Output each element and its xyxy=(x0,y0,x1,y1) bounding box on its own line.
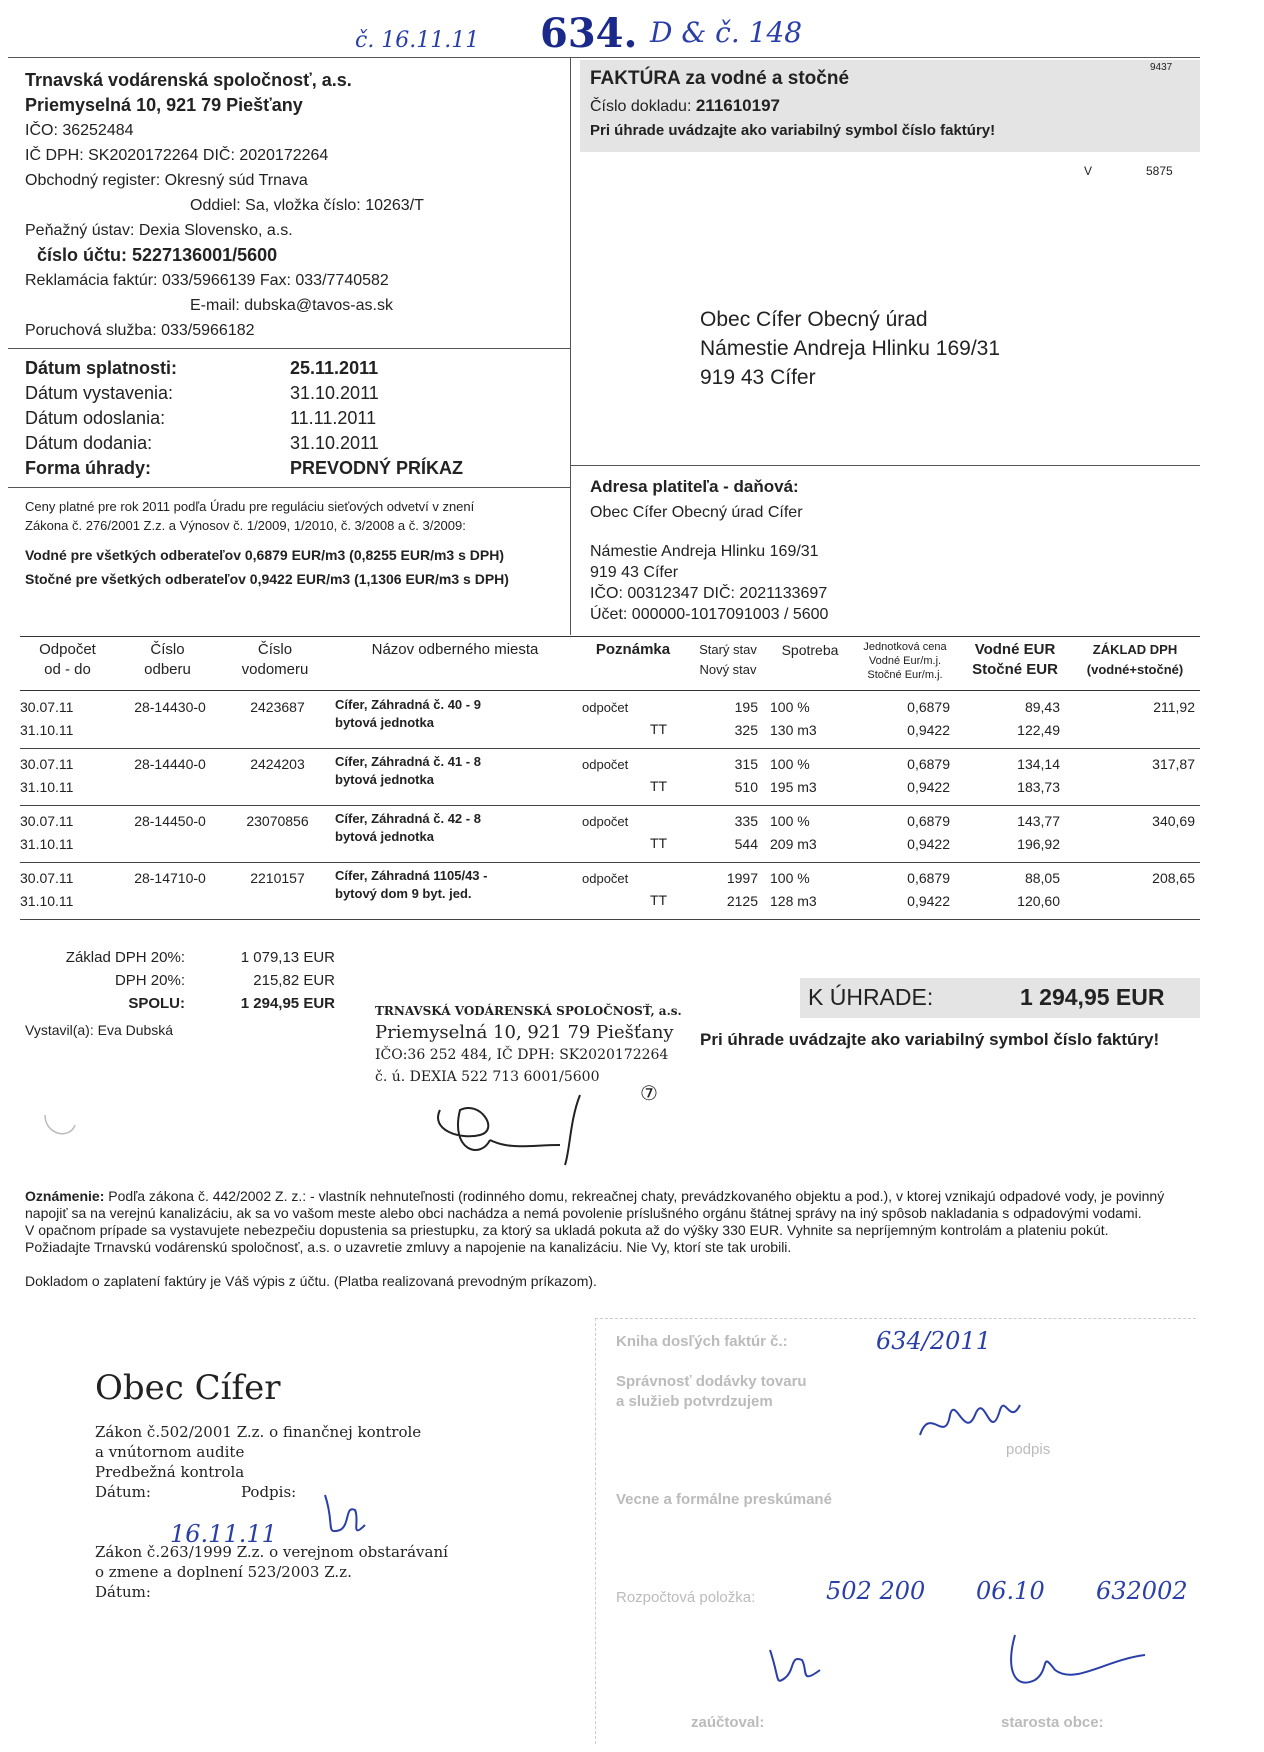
cell-vodomer: 2423687 xyxy=(250,699,305,715)
table-cell xyxy=(960,753,1060,799)
cell-p2: 0,9422 xyxy=(907,722,950,738)
recipient-divider xyxy=(570,465,1200,466)
cell-v: 143,77 xyxy=(1017,813,1060,829)
th-eur: Vodné EUR Stočné EUR xyxy=(972,641,1058,678)
payer-line3: 919 43 Cífer xyxy=(590,564,679,581)
table-cell xyxy=(20,867,115,913)
th-vodomer: Číslo vodomeru xyxy=(241,641,309,678)
table-cell xyxy=(688,867,758,913)
cell-s: 183,73 xyxy=(1017,779,1060,795)
cell-m3: 195 m3 xyxy=(770,779,817,795)
total-sum: 1 294,95 EUR xyxy=(240,995,335,1012)
th-cena xyxy=(850,640,960,682)
cell-z: 208,65 xyxy=(1152,870,1195,886)
table-cell xyxy=(1070,867,1195,890)
bl-line2: a vnútornom audite xyxy=(95,1443,245,1461)
center-divider xyxy=(570,57,571,635)
stamp-line4: č. ú. DEXIA 522 713 6001/5600 xyxy=(375,1069,600,1085)
supplier-complaints: Reklamácia faktúr: 033/5966139 Fax: 033/7740582 xyxy=(25,272,389,289)
table-header-border xyxy=(20,690,1200,691)
handwritten-dost: D & č. 148 xyxy=(650,16,803,49)
cell-old: 1997 xyxy=(726,870,758,886)
top-border xyxy=(8,57,1200,58)
invoice-code1: 9437 xyxy=(1150,62,1173,73)
pay-box xyxy=(800,978,1200,1018)
br-line3: a služieb potvrdzujem xyxy=(616,1393,773,1410)
bl-line7: o zmene a doplnení 523/2003 Z.z. xyxy=(95,1563,352,1581)
cell-v: 134,14 xyxy=(1017,756,1060,772)
table-cell xyxy=(688,753,758,799)
date-label: Dátum splatnosti: xyxy=(25,358,178,378)
notice-label: Oznámenie: xyxy=(25,1188,105,1204)
total-dph-label: DPH 20%: xyxy=(114,972,185,989)
supplier-address: Priemyselná 10, 921 79 Piešťany xyxy=(25,95,303,115)
table-cell xyxy=(115,867,225,890)
invoice-code2: V xyxy=(1084,164,1093,178)
date-row xyxy=(25,356,565,381)
bl-line6: Zákon č.263/1999 Z.z. o verejnom obstarávaní xyxy=(95,1543,448,1561)
br-line2: Správnosť dodávky tovaru xyxy=(616,1373,807,1390)
issued-by: Vystavil(a): Eva Dubská xyxy=(25,1022,174,1038)
date-value: 25.11.2011 xyxy=(290,358,379,378)
signature-stamp xyxy=(420,1090,620,1170)
recipient-line3: 919 43 Cífer xyxy=(700,366,816,389)
cell-to: 31.10.11 xyxy=(20,836,74,852)
date-value: 31.10.2011 xyxy=(290,433,379,453)
table-cell xyxy=(225,867,330,890)
cell-odber: 28-14710-0 xyxy=(134,870,206,886)
date-label: Dátum vystavenia: xyxy=(25,383,174,403)
supplier-dph: IČ DPH: SK2020172264 DIČ: 2020172264 xyxy=(25,147,329,164)
payer-line1: Obec Cífer Obecný úrad Cífer xyxy=(590,504,803,521)
table-cell xyxy=(850,867,950,913)
cell-to: 31.10.11 xyxy=(20,722,74,738)
bl-line8: Dátum: xyxy=(95,1583,151,1601)
date-value: 31.10.2011 xyxy=(290,383,379,403)
cell-from: 30.07.11 xyxy=(20,813,74,829)
cell-z: 340,69 xyxy=(1152,813,1195,829)
table-cell xyxy=(770,867,848,913)
bl-signature xyxy=(315,1485,375,1545)
table-cell xyxy=(582,867,662,890)
recipient-block xyxy=(700,305,1000,392)
date-value: 11.11.2011 xyxy=(290,408,377,428)
table-cell xyxy=(582,696,662,719)
cell-pct: 100 % xyxy=(770,699,810,715)
notice-block xyxy=(25,1188,1175,1290)
br-hw4: 632002 xyxy=(1096,1577,1188,1605)
cell-pct: 100 % xyxy=(770,756,810,772)
table-cell xyxy=(770,810,848,856)
payer-line4: IČO: 00312347 DIČ: 2021133697 xyxy=(590,585,828,602)
cell-new: 325 xyxy=(734,722,758,738)
table-cell xyxy=(335,753,580,789)
handwritten-reference: č. 16.11.11 xyxy=(355,28,480,53)
br-hw3: 06.10 xyxy=(976,1577,1045,1605)
date-label: Forma úhrady: xyxy=(25,458,152,478)
table-cell xyxy=(335,696,580,732)
scan-mark xyxy=(40,1110,80,1140)
bl-line4: Dátum: xyxy=(95,1483,151,1501)
stamp-line1: TRNAVSKÁ VODÁRENSKÁ SPOLOČNOSŤ, a.s. xyxy=(375,1004,682,1018)
stamp-line3: IČO:36 252 484, IČ DPH: SK2020172264 xyxy=(375,1047,669,1063)
dates-divider xyxy=(8,487,570,488)
cell-v: 88,05 xyxy=(1024,870,1060,886)
th-period: Odpočet od - do xyxy=(39,641,96,678)
invoice-code3: 5875 xyxy=(1146,164,1173,178)
table-body xyxy=(20,692,1200,920)
cell-pozn: odpočet xyxy=(582,814,629,829)
table-cell xyxy=(225,753,330,776)
cell-to: 31.10.11 xyxy=(20,893,74,909)
cell-miesto2: bytová jednotka xyxy=(335,772,434,787)
table-row xyxy=(20,692,1200,749)
th-spotreba: Spotreba xyxy=(781,642,839,658)
th-cena1: Jednotková cena xyxy=(863,641,947,653)
total-dph: 215,82 EUR xyxy=(253,972,335,989)
th-cena3: Stočné Eur/m.j. xyxy=(867,669,943,681)
bl-line1: Zákon č.502/2001 Z.z. o finančnej kontrole xyxy=(95,1423,422,1441)
table-cell xyxy=(115,753,225,776)
th-miesto: Názov odberného miesta xyxy=(371,641,539,658)
th-stav: Starý stav Nový stav xyxy=(699,642,757,677)
stamp-line5: ⑦ xyxy=(640,1081,658,1105)
cell-tt: TT xyxy=(650,721,668,737)
bl-line3: Predbežná kontrola xyxy=(95,1463,245,1481)
table-cell xyxy=(1070,810,1195,833)
cell-s: 122,49 xyxy=(1017,722,1060,738)
prices-text2: Zákona č. 276/2001 Z.z. a Výnosov č. 1/2009, 1/2010, č. 3/2008 a č. 3/2009: xyxy=(25,518,466,533)
table-row xyxy=(20,749,1200,806)
date-row xyxy=(25,431,565,456)
table-cell xyxy=(770,696,848,742)
cell-s: 120,60 xyxy=(1017,893,1060,909)
notice-text xyxy=(25,1188,1175,1222)
table-cell xyxy=(960,696,1060,742)
prices-water: Vodné pre všetkých odberateľov 0,6879 EUR/m3 (0,8255 EUR/m3 s DPH) xyxy=(25,547,504,563)
pay-note: Pri úhrade uvádzajte ako variabilný symbol číslo faktúry! xyxy=(700,1030,1160,1049)
invoice-number: 211610197 xyxy=(695,96,780,115)
cell-odber: 28-14430-0 xyxy=(134,699,206,715)
invoice-number-label: Číslo dokladu: xyxy=(590,98,692,115)
date-row xyxy=(25,381,565,406)
bl-title: Obec Cífer xyxy=(95,1368,281,1408)
cell-old: 315 xyxy=(734,756,758,772)
table-cell xyxy=(960,810,1060,856)
cell-pozn: odpočet xyxy=(582,700,629,715)
br-hw2: 502 200 xyxy=(826,1577,926,1605)
th-odber: Číslo odberu xyxy=(144,641,191,678)
cell-miesto2: bytová jednotka xyxy=(335,829,434,844)
pay-amount: 1 294,95 EUR xyxy=(1020,984,1165,1010)
supplier-name: Trnavská vodárenská spoločnosť, a.s. xyxy=(25,70,352,90)
recipient-line2: Námestie Andreja Hlinku 169/31 xyxy=(700,337,1001,360)
invoice-number-row xyxy=(590,96,780,116)
total-base-row xyxy=(25,946,335,969)
cell-pozn: odpočet xyxy=(582,871,629,886)
cell-m3: 128 m3 xyxy=(770,893,817,909)
total-sum-row xyxy=(25,992,335,1015)
table-cell xyxy=(960,867,1060,913)
total-base-label: Základ DPH 20%: xyxy=(65,949,185,966)
table-cell xyxy=(850,810,950,856)
table-row xyxy=(20,863,1200,920)
cell-s: 196,92 xyxy=(1017,836,1060,852)
handwritten-number: 634. xyxy=(540,10,638,57)
date-value: PREVODNÝ PRÍKAZ xyxy=(290,458,464,478)
cell-p1: 0,6879 xyxy=(907,813,950,829)
cell-tt: TT xyxy=(650,892,668,908)
cell-pct: 100 % xyxy=(770,870,810,886)
cell-p1: 0,6879 xyxy=(907,699,950,715)
supplier-email: E-mail: dubska@tavos-as.sk xyxy=(190,297,393,314)
totals-block xyxy=(25,946,335,1042)
table-cell xyxy=(582,810,662,833)
prices-sewage: Stočné pre všetkých odberateľov 0,9422 EUR/m3 (1,1306 EUR/m3 s DPH) xyxy=(25,571,509,587)
company-stamp xyxy=(375,1000,695,1105)
table-cell xyxy=(688,810,758,856)
cell-vodomer: 2424203 xyxy=(250,756,305,772)
br-line4: podpis xyxy=(1006,1441,1051,1458)
invoice-note: Pri úhrade uvádzajte ako variabilný symbol číslo faktúry! xyxy=(590,122,996,139)
cell-tt: TT xyxy=(650,778,668,794)
th-zaklad: ZÁKLAD DPH (vodné+stočné) xyxy=(1086,642,1184,677)
notice-text2: V opačnom prípade sa vystavujete nebezpečiu dopustenia sa priestupku, za ktorý sa ukladá pokuta až do výšky 330 EUR. Vyhnite sa nepríjemným kontrolám a plateniu pokút. Požiadajte Trnavskú vodárenskú spoločnosť, a.s. o uzavretie zmluvy a napojenie na kanalizáciu. Nie Vy, ktorí ste tak urobili. xyxy=(25,1222,1109,1255)
payer-block xyxy=(590,476,828,625)
cell-to: 31.10.11 xyxy=(20,779,74,795)
cell-miesto1: Cífer, Záhradná 1105/43 - xyxy=(335,868,488,883)
cell-new: 510 xyxy=(734,779,758,795)
cell-m3: 130 m3 xyxy=(770,722,817,738)
date-row xyxy=(25,406,565,431)
supplier-divider xyxy=(8,348,570,349)
cell-p1: 0,6879 xyxy=(907,870,950,886)
cell-miesto1: Cífer, Záhradná č. 40 - 9 xyxy=(335,697,481,712)
cell-odber: 28-14450-0 xyxy=(134,813,206,829)
br-line6: Rozpočtová položka: xyxy=(616,1589,756,1606)
table-cell xyxy=(20,810,115,856)
stamp-line2: Priemyselná 10, 921 79 Piešťany xyxy=(375,1022,674,1043)
supplier-ico: IČO: 36252484 xyxy=(25,122,134,139)
cell-new: 544 xyxy=(734,836,758,852)
cell-miesto2: bytová jednotka xyxy=(335,715,434,730)
cell-from: 30.07.11 xyxy=(20,699,74,715)
recipient-line1: Obec Cífer Obecný úrad xyxy=(700,308,928,331)
supplier-block xyxy=(25,68,565,343)
table-cell xyxy=(1070,696,1195,719)
pay-label: K ÚHRADE: xyxy=(808,984,934,1010)
table-header xyxy=(20,640,1200,688)
supplier-bank: Peňažný ústav: Dexia Slovensko, a.s. xyxy=(25,222,293,239)
cell-p1: 0,6879 xyxy=(907,756,950,772)
th-poznamka: Poznámka xyxy=(595,641,671,658)
cell-miesto2: bytový dom 9 byt. jed. xyxy=(335,886,472,901)
table-cell xyxy=(1070,753,1195,776)
cell-pozn: odpočet xyxy=(582,757,629,772)
table-top-border xyxy=(20,636,1200,637)
cell-new: 2125 xyxy=(726,893,758,909)
cell-from: 30.07.11 xyxy=(20,756,74,772)
br-signature2 xyxy=(760,1640,830,1690)
cell-z: 317,87 xyxy=(1152,756,1195,772)
cell-v: 89,43 xyxy=(1024,699,1060,715)
cell-old: 195 xyxy=(734,699,758,715)
table-cell xyxy=(115,810,225,833)
supplier-account: číslo účtu: 5227136001/5600 xyxy=(37,245,278,265)
total-sum-label: SPOLU: xyxy=(128,995,185,1012)
bl-date-row xyxy=(95,1482,475,1502)
table-cell xyxy=(20,753,115,799)
cell-miesto1: Cífer, Záhradná č. 42 - 8 xyxy=(335,811,481,826)
table-cell xyxy=(20,696,115,742)
table-cell xyxy=(115,696,225,719)
br-line8: starosta obce: xyxy=(1001,1714,1104,1731)
payer-line2: Námestie Andreja Hlinku 169/31 xyxy=(590,543,819,560)
total-dph-row xyxy=(25,969,335,992)
table-cell xyxy=(770,753,848,799)
table-row xyxy=(20,806,1200,863)
cell-z: 211,92 xyxy=(1153,699,1195,715)
br-signature1 xyxy=(910,1385,1030,1455)
cell-p2: 0,9422 xyxy=(907,893,950,909)
cell-pct: 100 % xyxy=(770,813,810,829)
supplier-register2: Oddiel: Sa, vložka číslo: 10263/T xyxy=(190,197,424,214)
payer-line5: Účet: 000000-1017091003 / 5600 xyxy=(590,606,829,623)
date-row xyxy=(25,456,565,481)
table-cell xyxy=(335,810,580,846)
cell-p2: 0,9422 xyxy=(907,779,950,795)
supplier-service: Poruchová služba: 033/5966182 xyxy=(25,322,255,339)
bl-handwritten-date: 16.11.11 xyxy=(170,1520,277,1548)
table-cell xyxy=(335,867,580,903)
table-cell xyxy=(688,696,758,742)
br-hw1: 634/2011 xyxy=(876,1327,991,1355)
cell-old: 335 xyxy=(734,813,758,829)
payer-heading: Adresa platiteľa - daňová: xyxy=(590,477,799,496)
table-cell xyxy=(225,810,330,833)
table-cell xyxy=(225,696,330,719)
br-line5: Vecne a formálne preskúmané xyxy=(616,1491,832,1508)
cell-vodomer: 2210157 xyxy=(250,870,305,886)
cell-m3: 209 m3 xyxy=(770,836,817,852)
date-label: Dátum dodania: xyxy=(25,433,153,453)
bl-line5: Podpis: xyxy=(240,1483,297,1501)
prices-block xyxy=(25,497,570,591)
invoice-header xyxy=(580,60,1200,152)
bottom-left-stamp xyxy=(95,1368,475,1602)
invoice-title: FAKTÚRA za vodné a stočné xyxy=(590,68,850,89)
cell-miesto1: Cífer, Záhradná č. 41 - 8 xyxy=(335,754,481,769)
br-line7: zaúčtoval: xyxy=(691,1714,765,1731)
br-line1: Kniha dosľých faktúr č.: xyxy=(616,1333,788,1350)
table-cell xyxy=(850,696,950,742)
br-signature3 xyxy=(995,1630,1155,1700)
prices-text1: Ceny platné pre rok 2011 podľa Úradu pre reguláciu sieťových odvetví v znení xyxy=(25,499,475,514)
cell-p2: 0,9422 xyxy=(907,836,950,852)
cell-vodomer: 23070856 xyxy=(246,813,309,829)
notice-body: Podľa zákona č. 442/2002 Z. z.: - vlastník nehnuteľnosti (rodinného domu, rekreačnej chaty, prevádzkovaného objektu a pod.), v ktorej vznikajú odpadové vody, je povinný napojiť sa na verejnú kanalizáciu, ak sa vo vašom meste alebo obci nachádza a nemá povolenie príslušného orgánu štátnej správy na iný spôsob nakladania s odpadovými vodami. xyxy=(25,1188,1165,1221)
supplier-register: Obchodný register: Okresný súd Trnava xyxy=(25,172,308,189)
th-cena2: Vodné Eur/m.j. xyxy=(868,655,942,667)
cell-from: 30.07.11 xyxy=(20,870,74,886)
total-base: 1 079,13 EUR xyxy=(240,949,335,966)
dates-block xyxy=(25,356,565,481)
table-cell xyxy=(582,753,662,776)
cell-odber: 28-14440-0 xyxy=(134,756,206,772)
notice-proof: Dokladom o zaplatení faktúry je Váš výpis z účtu. (Platba realizovaná prevodným príkazom). xyxy=(25,1273,597,1289)
date-label: Dátum odoslania: xyxy=(25,408,166,428)
table-cell xyxy=(850,753,950,799)
cell-tt: TT xyxy=(650,835,668,851)
